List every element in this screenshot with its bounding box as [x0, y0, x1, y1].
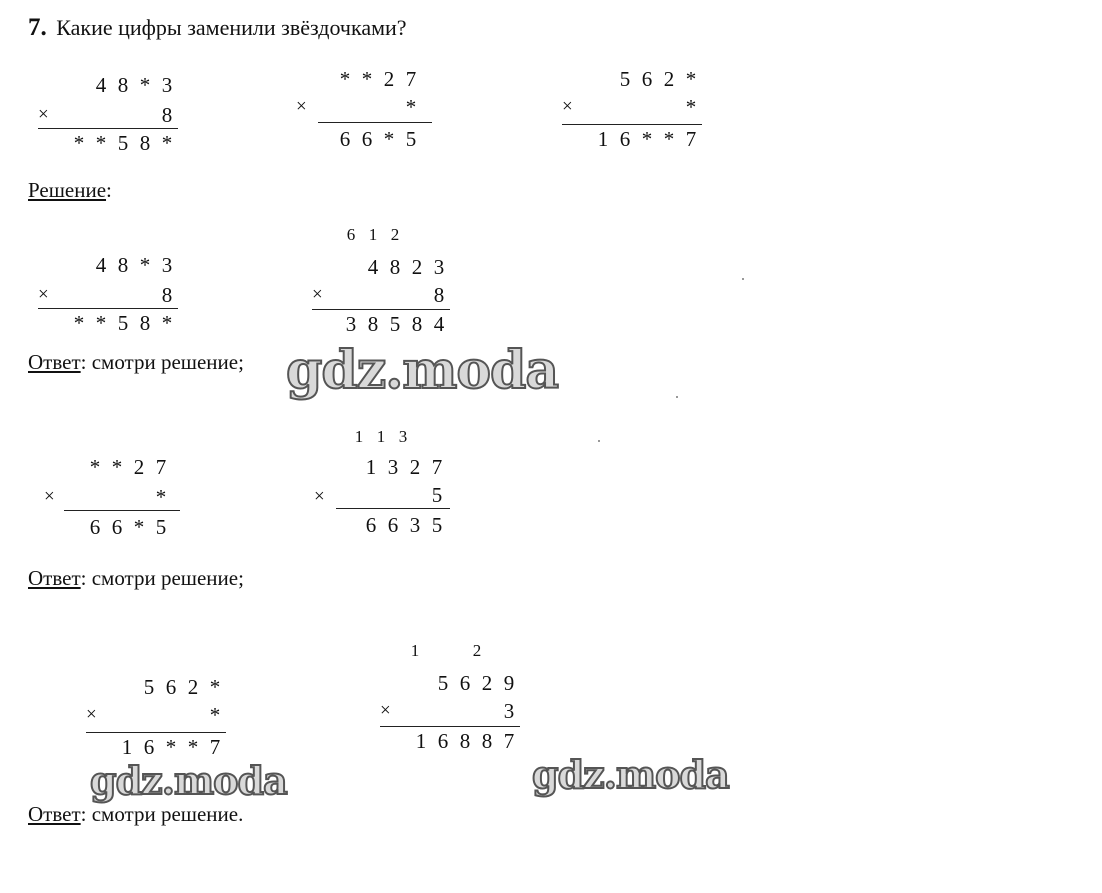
result-line	[38, 308, 178, 309]
multiplicand: 5 6 2 9	[437, 671, 515, 695]
problem-1	[38, 72, 178, 158]
result-line	[64, 510, 180, 511]
solution-heading: Решение:	[28, 178, 112, 202]
scan-speck	[676, 396, 678, 398]
scan-speck	[742, 278, 744, 280]
multiplicand: * * 2 7	[89, 455, 167, 479]
multiplier: 8	[161, 283, 173, 307]
multiplicand: 5 6 2 *	[143, 675, 221, 699]
multiplicand: 1 3 2 7	[365, 455, 443, 479]
times-sign: ×	[38, 284, 49, 305]
scan-speck	[598, 440, 600, 442]
result-line	[336, 508, 450, 509]
multiplicand: 4 8 * 3	[95, 73, 173, 97]
multiplicand: * * 2 7	[339, 67, 417, 91]
product: 6 6 3 5	[365, 513, 443, 537]
times-sign: ×	[312, 284, 323, 305]
times-sign: ×	[562, 96, 573, 117]
product: 3 8 5 8 4	[345, 312, 445, 336]
product: 1 6 * * 7	[597, 127, 697, 151]
task-question: Какие цифры заменили звёздочками?	[56, 15, 407, 40]
times-sign: ×	[86, 704, 97, 725]
times-sign: ×	[380, 700, 391, 721]
answer-1: Ответ: смотри решение;	[28, 350, 244, 374]
carry-digits: 1 2	[410, 641, 482, 660]
multiplier: 5	[431, 483, 443, 507]
solution-2-worked	[314, 424, 450, 540]
solution-1-task	[38, 252, 178, 338]
product: 6 6 * 5	[89, 515, 167, 539]
answer-2: Ответ: смотри решение;	[28, 566, 244, 590]
result-line	[86, 732, 226, 733]
solution-label: Решение	[28, 178, 107, 202]
multiplicand: 4 8 2 3	[367, 255, 445, 279]
multiplier: *	[155, 485, 167, 509]
product: 6 6 * 5	[339, 127, 417, 151]
product: * * 5 8 *	[73, 311, 173, 335]
problem-2	[296, 66, 432, 156]
times-sign: ×	[38, 104, 49, 125]
multiplicand: 4 8 * 3	[95, 253, 173, 277]
solution-3-task	[86, 674, 226, 764]
answer-3: Ответ: смотри решение.	[28, 802, 244, 826]
result-line	[312, 309, 450, 310]
solution-3-worked	[380, 638, 520, 756]
task-header	[28, 14, 407, 42]
times-sign: ×	[296, 96, 307, 117]
times-sign: ×	[44, 486, 55, 507]
multiplier: *	[209, 703, 221, 727]
result-line	[562, 124, 702, 125]
multiplier: *	[685, 95, 697, 119]
carry-digits: 6 1 2	[346, 225, 400, 244]
problem-3	[562, 66, 702, 156]
result-line	[380, 726, 520, 727]
watermark: gdz.moda	[90, 758, 287, 803]
multiplicand: 5 6 2 *	[619, 67, 697, 91]
multiplier: *	[405, 95, 417, 119]
watermark: gdz.moda	[532, 752, 729, 797]
carry-digits: 1 1 3	[354, 427, 408, 446]
result-line	[318, 122, 432, 123]
multiplier: 8	[433, 283, 445, 307]
multiplier: 8	[161, 103, 173, 127]
multiplier: 3	[503, 699, 515, 723]
times-sign: ×	[314, 486, 325, 507]
solution-1-worked	[312, 222, 450, 338]
product: 1 6 8 8 7	[415, 729, 515, 753]
product: * * 5 8 *	[73, 131, 173, 155]
watermark: gdz.moda	[286, 340, 559, 401]
result-line	[38, 128, 178, 129]
product: 1 6 * * 7	[121, 735, 221, 759]
task-number: 7.	[28, 14, 47, 41]
solution-2-task	[44, 454, 180, 544]
